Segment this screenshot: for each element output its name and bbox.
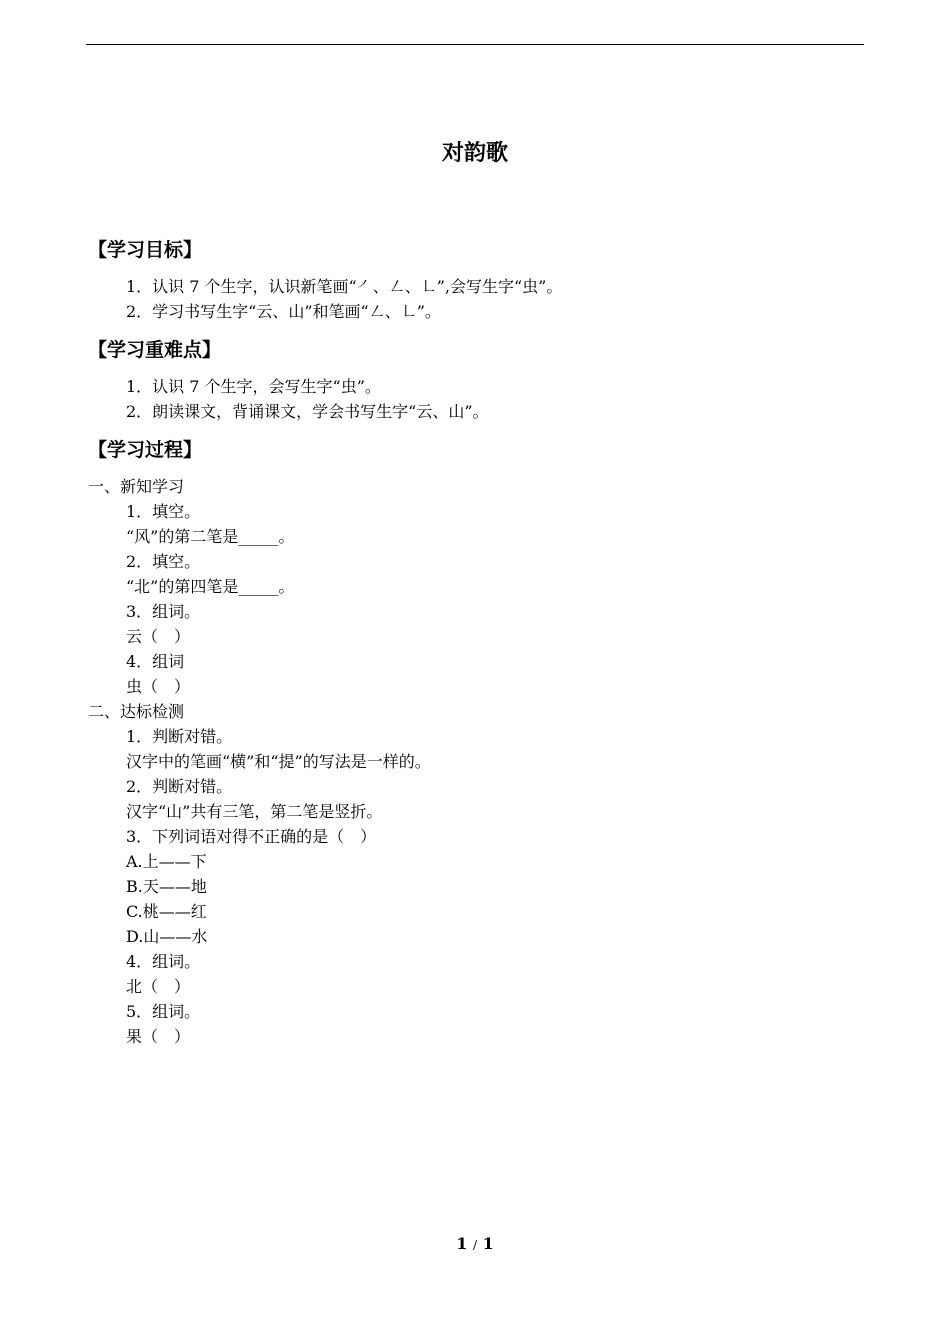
goals-list — [0, 274, 562, 324]
part1-line: “北”的第四笔是_____。 — [126, 577, 295, 596]
part2-option: D.山——水 — [126, 927, 208, 946]
goals-heading: 【学习目标】 — [88, 239, 203, 261]
part2-line: 北（ ） — [126, 977, 191, 996]
part2-line: 果（ ） — [126, 1027, 191, 1046]
part1-line: “风”的第二笔是_____。 — [126, 527, 295, 546]
part1-line: 1．填空。 — [126, 502, 201, 521]
part1-line: 4．组词 — [126, 652, 185, 671]
page-current: 1 — [456, 1234, 468, 1253]
part1-line: 3．组词。 — [126, 602, 201, 621]
part2-option: B.天——地 — [126, 877, 207, 896]
keypoints-list — [0, 374, 489, 424]
part2-line: 5．组词。 — [126, 1002, 201, 1021]
header-rule — [86, 44, 864, 45]
part1-line: 云（ ） — [126, 627, 191, 646]
part1-label: 一、新知学习 — [88, 477, 185, 496]
page-total: 1 — [482, 1234, 494, 1253]
process-heading: 【学习过程】 — [88, 439, 203, 461]
part2-line: 汉字“山”共有三笔，第二笔是竖折。 — [126, 802, 383, 821]
goal-item: 2．学习书写生字“云、山”和笔画“㇜、㇗”。 — [126, 302, 441, 321]
part2-label: 二、达标检测 — [88, 702, 185, 721]
part2-line: 1．判断对错。 — [126, 727, 233, 746]
page-separator: / — [472, 1238, 478, 1252]
page-number — [0, 1234, 950, 1253]
part2-option: C.桃——红 — [126, 902, 207, 921]
part2-line: 4．组词。 — [126, 952, 201, 971]
goal-item: 1．认识 7 个生字，认识新笔画“㇒、㇜、㇗”,会写生字“虫”。 — [126, 277, 563, 296]
process-body — [0, 474, 431, 1049]
keypoint-item: 1．认识 7 个生字，会写生字“虫”。 — [126, 377, 381, 396]
part1-line: 2．填空。 — [126, 552, 201, 571]
part2-option: A.上——下 — [126, 852, 207, 871]
document-title: 对韵歌 — [441, 141, 508, 166]
part1-line: 虫（ ） — [126, 677, 191, 696]
keypoint-item: 2．朗读课文，背诵课文，学会书写生字“云、山”。 — [126, 402, 489, 421]
part2-line: 3．下列词语对得不正确的是（ ） — [126, 827, 377, 846]
keypoints-heading: 【学习重难点】 — [88, 339, 222, 361]
part2-line: 汉字中的笔画“横”和“提”的写法是一样的。 — [126, 752, 431, 771]
part2-line: 2．判断对错。 — [126, 777, 233, 796]
